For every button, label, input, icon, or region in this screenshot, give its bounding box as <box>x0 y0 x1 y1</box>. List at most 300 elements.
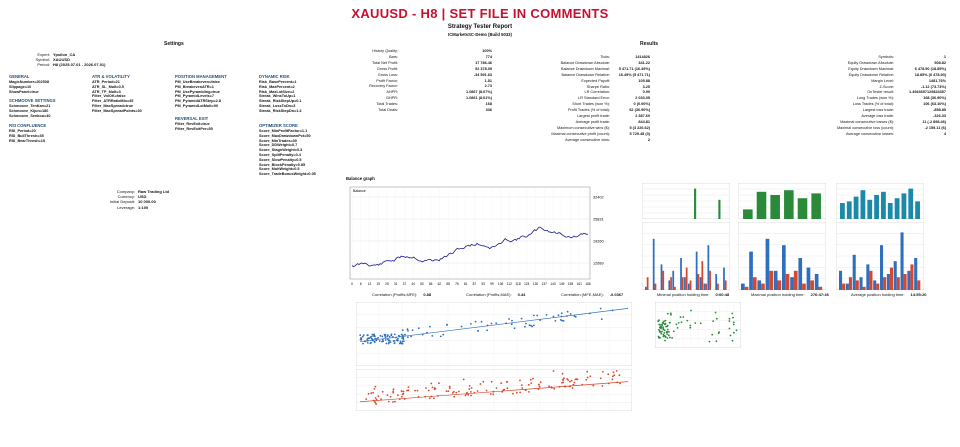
bar <box>653 239 655 290</box>
data-point <box>475 321 477 323</box>
data-point <box>390 396 392 398</box>
x-tick-label: 6 <box>359 282 362 286</box>
result-label: Average consecutive wins: <box>565 137 610 142</box>
data-point <box>412 329 414 331</box>
x-tick-label: 0 <box>351 282 353 286</box>
x-tick-label: 130 <box>532 282 539 286</box>
setting-line: Risk_MaxPercent=2 <box>259 84 295 89</box>
bar <box>700 277 702 290</box>
data-point <box>658 337 660 339</box>
data-point <box>731 313 733 315</box>
min-holding-value: 0:00:48 <box>715 292 730 297</box>
data-point <box>480 383 482 385</box>
data-point <box>477 390 479 392</box>
data-point <box>507 387 509 389</box>
settings-group-atr <box>92 72 142 114</box>
data-point <box>665 320 667 322</box>
data-point <box>528 384 530 386</box>
data-point <box>440 336 442 338</box>
x-tick-label: 155 <box>567 282 574 286</box>
result-label: Average consecutive losses: <box>845 131 894 136</box>
data-point <box>521 387 523 389</box>
data-point <box>516 392 518 394</box>
bar <box>866 264 869 290</box>
bar <box>860 277 863 290</box>
data-point <box>561 312 563 314</box>
data-point <box>486 329 488 331</box>
data-point <box>430 383 432 385</box>
bar <box>917 280 920 290</box>
y-tick-label: 25831 <box>593 217 604 222</box>
data-point <box>616 370 618 372</box>
data-point <box>561 382 563 384</box>
bar <box>811 193 821 219</box>
data-point <box>572 387 574 389</box>
bar <box>863 287 866 290</box>
bar <box>810 280 814 290</box>
data-point <box>587 377 589 379</box>
data-point <box>438 382 440 384</box>
bar <box>897 277 900 290</box>
x-tick-label: 99 <box>490 282 494 286</box>
data-point <box>562 373 564 375</box>
results-column-1 <box>348 49 492 114</box>
result-value: 5 471.71 (16.49%) <box>618 66 650 71</box>
data-point <box>491 381 493 383</box>
corr-profit-mfe-value: 0.88 <box>423 292 432 297</box>
data-point <box>481 321 483 323</box>
bar <box>698 274 700 290</box>
data-point <box>711 334 713 336</box>
group-title: GENERAL <box>9 74 30 79</box>
histogram-green-hours <box>642 183 730 219</box>
bar <box>680 258 682 290</box>
bar <box>840 203 845 219</box>
data-point <box>365 398 367 400</box>
bar <box>761 284 765 290</box>
data-point <box>387 394 389 396</box>
bar <box>753 277 757 290</box>
data-point <box>678 322 680 324</box>
bar <box>749 252 753 290</box>
data-point <box>664 340 666 342</box>
data-point <box>508 318 510 320</box>
data-point <box>390 335 392 337</box>
data-point <box>402 338 404 340</box>
data-point <box>662 328 664 330</box>
data-point <box>548 385 550 387</box>
data-point <box>367 342 369 344</box>
settings-group-general <box>9 72 49 94</box>
data-point <box>660 326 662 328</box>
group-title: POSITION MANAGEMENT <box>175 74 227 79</box>
data-point <box>571 380 573 382</box>
bar <box>704 284 706 290</box>
bar <box>725 280 727 290</box>
x-tick-label: 124 <box>524 282 530 286</box>
period-label: Period: <box>37 62 50 68</box>
setting-line: Streak_LossToDn=3 <box>259 103 296 108</box>
setting-line: PM_PyramidLotMult=90 <box>175 103 218 108</box>
data-point <box>602 385 604 387</box>
data-point <box>736 329 738 331</box>
scatter-profit-mae <box>356 369 632 411</box>
data-point <box>709 341 711 343</box>
bar <box>684 277 686 290</box>
data-point <box>370 336 372 338</box>
legend-label: Balance <box>353 189 366 193</box>
corr-mfe-mae <box>561 292 623 297</box>
results-heading: Results <box>640 41 659 47</box>
result-value: 341.22 <box>638 60 650 65</box>
bar <box>662 271 664 290</box>
x-tick-label: 50 <box>420 282 424 286</box>
min-holding-time <box>657 292 729 297</box>
data-point <box>521 318 523 320</box>
data-point <box>380 335 382 337</box>
result-label: Symbols: <box>878 55 894 59</box>
data-point <box>733 324 735 326</box>
bar <box>723 268 725 290</box>
data-point <box>689 325 691 327</box>
plot-area <box>350 187 590 279</box>
x-tick-label: 75 <box>455 282 459 286</box>
max-holding-time <box>751 292 829 297</box>
data-point <box>403 391 405 393</box>
deposit-value: 10 000.00 <box>138 199 156 205</box>
corr-mfe-mae-value: -0.0367 <box>609 292 624 297</box>
result-label: Largest profit trade: <box>577 114 610 119</box>
result-value: 2 033.05 <box>635 96 650 101</box>
data-point <box>540 381 542 383</box>
bar <box>709 271 711 290</box>
bar <box>894 261 897 290</box>
x-tick-label: 13 <box>367 282 372 286</box>
y-tick-label: 32402 <box>593 195 604 200</box>
settings-group-position <box>175 72 227 109</box>
data-point <box>511 320 513 322</box>
data-point <box>602 371 604 373</box>
data-point <box>367 334 369 336</box>
result-label: Long Trades (won %): <box>856 96 894 101</box>
settings-identity <box>6 52 146 68</box>
data-point <box>397 338 399 340</box>
data-point <box>385 339 387 341</box>
data-point <box>667 329 669 331</box>
data-point <box>716 318 718 320</box>
data-point <box>453 396 455 398</box>
server-name: ICMarketsSC-Demo (Build 5033) <box>448 32 512 37</box>
bar <box>769 271 773 290</box>
result-value: 0 (0.00%) <box>633 102 650 107</box>
data-point <box>407 336 409 338</box>
data-point <box>407 389 409 391</box>
bar <box>686 268 688 290</box>
bar <box>874 195 879 219</box>
result-value: 168 <box>485 102 492 107</box>
data-point <box>414 390 416 392</box>
setting-line: RSI_BullThresh=35 <box>9 133 44 138</box>
group-title: REVERSAL EXIT <box>175 116 209 121</box>
bar <box>798 198 808 219</box>
x-tick-label: 161 <box>576 282 582 286</box>
bar <box>908 189 913 219</box>
x-tick-label: 19 <box>376 282 380 286</box>
data-point <box>665 336 667 338</box>
setting-line: Filter_VolOK=false <box>92 94 126 99</box>
data-point <box>533 315 535 317</box>
corr-profit-mfe-label: Correlation (Profits,MFE): <box>372 292 418 297</box>
bar <box>890 268 893 290</box>
strategy-tester-report-heading: Strategy Tester Report <box>447 24 513 30</box>
data-point <box>375 386 377 388</box>
result-label: Maximum consecutive wins ($): <box>557 125 610 130</box>
x-tick-label: 93 <box>481 282 485 286</box>
bar <box>786 274 790 290</box>
result-label: Profit Factor: <box>376 78 398 83</box>
setting-line: Score_MinTrades=30 <box>259 138 297 143</box>
result-value: 5 729.45 (3) <box>629 131 650 136</box>
result-value: 62 (36.90%) <box>629 108 650 113</box>
setting-line: Score_TradeBonusWeight=0.05 <box>259 172 316 177</box>
data-point <box>389 336 391 338</box>
data-point <box>612 379 614 381</box>
histogram-profit-loss-months <box>836 222 924 290</box>
result-value: 100% <box>482 49 492 53</box>
result-value: 2 387.60 <box>635 114 650 119</box>
data-point <box>466 392 468 394</box>
setting-line: PM_UsePyramiding=true <box>175 89 220 94</box>
corr-profit-mae <box>466 292 525 297</box>
result-label: Recovery Factor: <box>369 84 398 89</box>
setting-line: Slippage=10 <box>9 84 32 89</box>
bar <box>777 280 781 290</box>
data-point <box>613 372 615 374</box>
result-label: Total Trades: <box>376 102 398 107</box>
bar <box>854 197 859 219</box>
data-point <box>431 335 433 337</box>
result-label: Balance Drawdown Absolute: <box>560 60 610 65</box>
setting-line: Schmoove_Senkou=40 <box>9 113 51 118</box>
bar <box>869 271 872 290</box>
data-point <box>567 311 569 313</box>
data-point <box>716 340 718 342</box>
group-title: RSI CONFLUENCE <box>9 123 47 128</box>
bar <box>881 192 886 219</box>
data-point <box>374 402 376 404</box>
bar <box>745 287 749 290</box>
data-point <box>407 328 409 330</box>
data-point <box>660 333 662 335</box>
leverage-label: Leverage: <box>117 204 135 210</box>
data-point <box>442 334 444 336</box>
data-point <box>607 373 609 375</box>
data-point <box>669 322 671 324</box>
result-label: LR Standard Error: <box>578 96 610 101</box>
data-point <box>670 314 672 316</box>
setting-line: PM_PyramidATRStep=2.8 <box>175 99 222 104</box>
data-point <box>397 394 399 396</box>
data-point <box>601 318 603 320</box>
data-point <box>524 326 526 328</box>
bar <box>914 258 917 290</box>
report-title: XAUUSD - H8 | SET FILE IN COMMENTS <box>351 6 609 21</box>
group-title: OPTIMIZER SCORE <box>259 123 298 128</box>
result-value: 1.4943657129824357 <box>909 90 946 95</box>
data-point <box>729 328 731 330</box>
setting-line: Score_DDWeight=0.7 <box>259 143 298 148</box>
account-info <box>92 189 212 210</box>
data-point <box>538 384 540 386</box>
bar <box>880 245 883 290</box>
result-value: -326.33 <box>933 114 946 119</box>
result-label: Equity Drawdown Absolute: <box>847 60 894 65</box>
bar <box>774 271 778 290</box>
setting-line: PM_UseBreakeven=false <box>175 80 220 84</box>
result-value: 508.82 <box>934 60 946 65</box>
settings-group-reversal <box>175 114 213 132</box>
data-point <box>529 324 531 326</box>
data-point <box>689 327 691 329</box>
data-point <box>733 321 735 323</box>
max-holding-value: 276:47:46 <box>810 292 829 297</box>
data-point <box>658 329 660 331</box>
data-point <box>382 340 384 342</box>
bar <box>790 277 794 290</box>
setting-line: Filter_RevExit=true <box>175 122 210 126</box>
balance-graph <box>346 183 608 291</box>
corr-mfe-mae-label: Correlation (MFE,MAE): <box>561 292 604 297</box>
data-point <box>530 379 532 381</box>
bar <box>856 280 859 290</box>
x-tick-label: 31 <box>393 282 398 286</box>
max-holding-label: Maximal position holding time: <box>751 292 805 297</box>
data-point <box>362 343 364 345</box>
currency-value: USD <box>138 194 147 200</box>
data-point <box>718 331 720 333</box>
settings-group-optimizer <box>259 121 316 177</box>
data-point <box>429 397 431 399</box>
data-point <box>362 336 364 338</box>
result-label: Maximal consecutive loss (count): <box>837 125 894 130</box>
bar <box>682 277 684 290</box>
setting-line: Filter_MaxSpread=true <box>92 103 134 108</box>
data-point <box>432 387 434 389</box>
data-point <box>372 335 374 337</box>
currency-label: Currency: <box>117 194 135 200</box>
setting-line: Risk_BasePercent=1 <box>259 80 297 84</box>
result-label: Ticks: <box>600 55 610 59</box>
bar <box>674 287 676 290</box>
bar <box>904 274 907 290</box>
result-label: Balance Drawdown Relative: <box>561 72 610 77</box>
data-point <box>495 322 497 324</box>
data-point <box>555 320 557 322</box>
scatter-holding-time <box>655 302 741 348</box>
result-value: 1414826 <box>635 55 650 59</box>
data-point <box>574 315 576 317</box>
data-point <box>455 392 457 394</box>
data-point <box>733 332 735 334</box>
data-point <box>387 339 389 341</box>
result-row <box>348 108 492 114</box>
expert-value: Ypsilon_CA <box>53 52 76 57</box>
data-point <box>661 323 663 325</box>
result-value: -34 591.63 <box>473 72 492 77</box>
bar <box>807 268 811 290</box>
result-value: 106 (63.10%) <box>923 102 946 107</box>
histogram-green-weekdays <box>738 183 826 219</box>
scatter-profit-mfe <box>356 302 632 366</box>
data-point <box>471 387 473 389</box>
result-label: Total Net Profit: <box>372 60 398 65</box>
bar <box>876 284 879 290</box>
data-point <box>577 379 579 381</box>
data-point <box>496 387 498 389</box>
data-point <box>388 341 390 343</box>
data-point <box>401 391 403 393</box>
x-tick-label: 62 <box>437 282 442 286</box>
setting-line: MagicNumber=202508 <box>9 80 49 84</box>
result-label: Gross Profit: <box>376 66 398 71</box>
data-point <box>612 376 614 378</box>
data-point <box>401 396 403 398</box>
bar <box>645 287 647 290</box>
data-point <box>666 333 668 335</box>
data-point <box>387 334 389 336</box>
data-point <box>368 393 370 395</box>
data-point <box>712 320 714 322</box>
data-point <box>394 401 396 403</box>
bar <box>661 264 663 290</box>
bar <box>757 280 761 290</box>
data-point <box>570 313 572 315</box>
data-point <box>660 331 662 333</box>
data-point <box>374 388 376 390</box>
data-point <box>491 323 493 325</box>
result-value: -1.12 (73.73%) <box>920 84 946 89</box>
corr-profit-mfe <box>372 292 431 297</box>
data-point <box>370 392 372 394</box>
setting-line: ATR_SL_Mult=0.5 <box>92 84 124 89</box>
data-point <box>563 320 565 322</box>
result-label: Maximal consecutive losses ($): <box>840 119 894 124</box>
y-tick-label: 19260 <box>593 239 604 244</box>
period-value: H8 (2025.07.01 - 2026.07.01) <box>53 62 106 68</box>
result-label: Total Deals: <box>378 108 398 113</box>
result-label: GHPR: <box>385 96 398 101</box>
data-point <box>453 391 455 393</box>
data-point <box>449 387 451 389</box>
results-column-2 <box>500 55 650 144</box>
bar <box>668 280 670 290</box>
bar <box>849 277 852 290</box>
bar <box>701 261 703 290</box>
data-point <box>394 334 396 336</box>
data-point <box>448 390 450 392</box>
data-point <box>519 380 521 382</box>
data-point <box>512 393 514 395</box>
bar <box>715 274 717 290</box>
x-tick-label: 44 <box>411 282 415 286</box>
data-point <box>446 390 448 392</box>
data-point <box>506 381 508 383</box>
x-tick-label: 87 <box>472 282 477 286</box>
result-row <box>772 132 946 138</box>
result-label: Short Trades (won %): <box>572 102 610 107</box>
data-point <box>657 320 659 322</box>
result-value: 105.88 <box>638 78 650 83</box>
